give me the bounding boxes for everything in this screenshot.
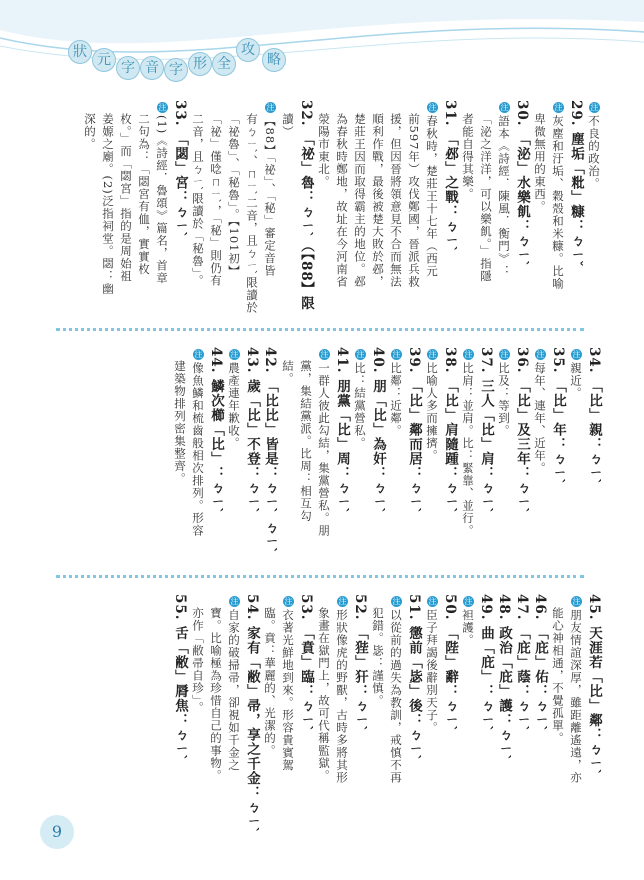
entry-heading [406,594,422,799]
entry-note [280,100,296,322]
entry-heading [442,594,458,799]
entry-note [316,100,332,322]
note-text: 以從前的過失為教訓，戒慎不再 [389,609,403,784]
note-text: 黨，集結黨派。比周：相互勾 [299,360,313,523]
note-text: 「祕」僅唸ㄇㄧˋ，「秘」則仍有 [209,113,223,287]
entry-note [316,594,332,799]
entry-heading [352,594,368,799]
section-divider [56,328,584,331]
entry-heading [514,100,530,322]
note-badge-icon: 注 [230,597,239,606]
note-text: 結。 [281,360,295,385]
entry-text: 50. 「陛」辭：ㄅㄧˋ [442,594,458,733]
entry-note [334,100,350,322]
entry-text: 45. 天涯若「比」鄰：ㄅㄧˋ [586,594,602,777]
entry-heading [262,347,278,569]
entry-note [82,100,98,322]
section-divider [56,575,584,578]
entry-text: 32. 「祕」魯：ㄅㄧˋ（【88】限 [298,100,314,311]
note-text: 援，但因晉將領意見不合而無法 [389,113,403,288]
entry-text: 46. 「庇」佑：ㄅㄧˋ [532,594,548,733]
note-badge-icon: 注 [464,597,473,606]
note-text: 前597年）攻伐鄭國，晉派兵救 [407,113,421,288]
entry-text: 47. 「庇」蔭：ㄅㄧˋ [514,594,530,733]
entry-text: 40. 朋「比」為奸：ㄅㄧˋ [370,347,386,515]
note-text: 春秋時，楚莊王十七年（西元 [425,115,439,278]
entry-text: 44. 鱗次櫛「比」：ㄅㄧˋ [208,347,224,515]
note-badge-icon: 注 [356,350,365,359]
entry-heading [532,594,548,799]
entry-text: 37. 三人「比」肩：ㄅㄧˋ [478,347,494,515]
note-text: 亦作「敝帚自珍」。 [191,607,205,714]
entry-note [100,100,116,322]
note-text: 深的。 [83,113,97,151]
entry-heading [514,594,530,799]
note-text: 有ㄅㄧˋ、ㄇㄧˋ二音，且ㄅㄧˋ限讀於 [245,113,259,314]
title-char: 全 [212,52,236,76]
entry-note [118,100,134,322]
entry-heading [478,347,494,569]
entry-text: 55. 舌「敝」脣焦：ㄅㄧˋ [172,594,188,762]
note-text: 「祕魯」、「秘魯」。【101初】 [227,113,241,278]
note-text: 比鄰：近鄰。 [389,362,403,437]
note-text: 姜嫄之廟。(2)泛指祠堂。閟：幽 [101,113,115,295]
entry-note [262,100,278,322]
entry-note [154,100,170,322]
note-text: 滎陽市東北。 [317,113,331,188]
entry-note [352,347,368,569]
entry-note [424,594,440,799]
note-text: 二音，且ㄅㄧˋ限讀於「秘魯」。 [191,113,205,287]
note-badge-icon: 注 [392,597,401,606]
title-char: 略 [262,48,286,72]
note-badge-icon: 注 [428,350,437,359]
entry-note [586,100,602,322]
entry-note [280,594,296,799]
note-badge-icon: 注 [266,103,275,112]
entry-heading [172,594,188,799]
note-text: 自家的破掃帚，卻視如千金之 [227,609,241,772]
note-text: 農產連年歉收。 [227,362,241,450]
entry-text: 34. 「比」親：ㄅㄧˋ [586,347,602,486]
entry-text: 31. 「邲」之戰：ㄅㄧˋ [442,100,458,254]
entry-note [388,347,404,569]
note-text: 比及：等到。 [497,362,511,437]
note-badge-icon: 注 [428,103,437,112]
note-text: 語本《詩經．陳風．衡門》： [497,115,511,278]
entry-note [190,594,206,799]
note-text: 讀） [281,113,295,138]
note-text: 像魚鱗和梳齒般相次排列。形容 [191,362,205,537]
entry-note [460,100,476,322]
entry-heading [370,347,386,569]
note-badge-icon: 注 [338,597,347,606]
note-text: 袒護。 [461,609,475,647]
entry-note [208,100,224,322]
entry-text: 49. 曲「庇」：ㄅㄧˋ [478,594,494,733]
entry-heading [478,594,494,799]
entry-note [280,347,296,569]
note-text: 【88】「祕」、「秘」審定音皆 [263,115,277,277]
note-badge-icon: 注 [500,103,509,112]
entry-heading [496,594,512,799]
entry-heading [550,347,566,569]
entry-note [496,347,512,569]
entry-heading [334,347,350,569]
entry-note [190,100,206,322]
entry-text: 29. 塵垢「粃」糠：ㄅㄧˇ [568,100,584,268]
entry-text: 33. 「閟」宮：ㄅㄧˋ [172,100,188,239]
entry-note [388,100,404,322]
note-badge-icon: 注 [194,350,203,359]
entry-note [172,347,188,569]
note-text: 親近。 [569,362,583,400]
entry-note [208,594,224,799]
entry-note [370,100,386,322]
note-badge-icon: 注 [572,597,581,606]
note-text: 比肩：並肩。比：緊靠、並行。 [461,362,475,537]
note-badge-icon: 注 [428,597,437,606]
note-text: 每年、連年、近年。 [533,362,547,475]
note-text: 一群人彼此勾結，集黨營私。朋 [317,362,331,537]
entry-note [568,594,584,799]
note-badge-icon: 注 [230,350,239,359]
entry-text: 53. 「賁」臨：ㄅㄧˋ [298,594,314,733]
note-badge-icon: 注 [284,597,293,606]
note-badge-icon: 注 [392,350,401,359]
note-text: 形狀像虎的野獸，古時多將其形 [335,609,349,784]
note-badge-icon: 注 [158,103,167,112]
entry-note [478,100,494,322]
note-text: 不良的政治。 [587,115,601,190]
note-text: 卑微無用的東西。 [533,113,547,213]
note-text: 象畫在獄門上，故可代稱監獄。 [317,607,331,782]
entry-text: 30. 「泌」水樂飢：ㄅㄧˋ [514,100,530,268]
entry-text: 43. 歲「比」不登：ㄅㄧˋ [244,347,260,515]
entry-note [244,100,260,322]
entry-note [550,100,566,322]
note-text: 「泌之洋洋，可以樂飢。」指隱 [479,113,493,283]
entry-heading [442,100,458,322]
title-char: 字 [116,56,140,80]
entry-heading [244,594,260,835]
title-char: 攻 [236,38,260,62]
entry-note [424,100,440,322]
entry-note [226,347,242,569]
entry-heading [442,347,458,569]
entry-text: 41. 朋黨「比」周：ㄅㄧˋ [334,347,350,515]
entry-text: 42. 「比比」皆是：ㄅㄧˋ ㄅㄧˋ [262,347,278,555]
entry-heading [298,594,314,799]
entry-heading [298,100,314,322]
entry-heading [514,347,530,569]
entry-note [316,347,332,569]
note-text: 灰塵和汙垢、穀殼和米糠。比喻 [551,115,565,290]
entry-text: 39. 「比」鄰而居：ㄅㄧˋ [406,347,422,515]
entry-note [190,347,206,569]
title-char: 形 [188,52,212,76]
entry-text: 36. 「比」及三年：ㄅㄧˋ [514,347,530,515]
note-text: 犯錯。毖：謹慎。 [371,607,385,707]
entry-heading [586,347,602,569]
note-text: 比：結黨營私。 [353,362,367,450]
note-badge-icon: 注 [464,350,473,359]
note-text: (1)《詩經．魯頌》篇名，首章 [155,115,169,285]
title-char: 音 [140,56,164,80]
entry-heading [568,100,584,322]
entry-note [460,347,476,569]
note-badge-icon: 注 [536,350,545,359]
note-text: 建築物排列密集整齊。 [173,360,187,485]
title-char: 狀 [68,40,92,64]
note-text: 寶。比喻極為珍惜自己的事物。 [209,607,223,782]
entry-note [550,594,566,799]
entry-note [568,347,584,569]
entry-text: 51. 懲前「毖」後：ㄅㄧˋ [406,594,422,762]
note-text: 枚。」而「閟宮」指的是周始祖 [119,113,133,283]
entry-note [406,100,422,322]
note-badge-icon: 注 [500,350,509,359]
note-text: 臣子拜謁後辭別天子。 [425,609,439,734]
entry-note [262,594,278,799]
entry-heading [244,347,260,569]
note-text: 楚莊王因而取得霸主的地位。邲 [353,113,367,288]
entry-note [532,347,548,569]
entry-note [298,347,314,569]
note-badge-icon: 注 [320,350,329,359]
entry-text: 52. 「狴」犴：ㄅㄧˋ [352,594,368,733]
note-text: 為春秋時鄭地，故址在今河南省 [335,113,349,288]
entry-note [370,594,386,799]
note-badge-icon: 注 [554,103,563,112]
entry-note [352,100,368,322]
entry-note [334,594,350,799]
title-char: 字 [164,58,188,82]
entry-heading [406,347,422,569]
note-text: 順利作戰，最後被楚大敗於邲， [371,113,385,288]
entry-text: 35. 「比」年：ㄅㄧˋ [550,347,566,486]
note-badge-icon: 注 [590,103,599,112]
entry-note [424,347,440,569]
entry-heading [586,594,602,799]
entry-note [226,100,242,322]
entry-text: 54. 家有「敝」帚，享之千金：ㄅㄧˋ [244,594,260,835]
entry-heading [172,100,188,322]
entry-text: 48. 政治「庇」護：ㄅㄧˋ [496,594,512,762]
entry-note [226,594,242,799]
entry-heading [208,347,224,569]
entry-text: 38. 「比」肩隨踵：ㄅㄧˋ [442,347,458,515]
title-char: 元 [92,48,116,72]
note-badge-icon: 注 [572,350,581,359]
note-text: 朋友情誼深厚，雖距離遙遠，亦 [569,609,583,784]
entry-note [460,594,476,799]
note-text: 比喻人多而擁擠。 [425,362,439,462]
note-text: 二句為：「閟宮有侐，實實枚 [137,113,151,276]
note-text: 衣著光鮮地到來。形容貴賓駕 [281,609,295,772]
note-text: 臨。賁：華麗的、光潔的。 [263,607,277,757]
note-text: 者能自得其樂。 [461,113,475,201]
note-text: 能心神相通，不覺孤單。 [551,607,565,745]
entry-note [136,100,152,322]
entry-note [388,594,404,799]
entry-note [532,100,548,322]
page-number: 9 [40,815,74,849]
entry-note [496,100,512,322]
